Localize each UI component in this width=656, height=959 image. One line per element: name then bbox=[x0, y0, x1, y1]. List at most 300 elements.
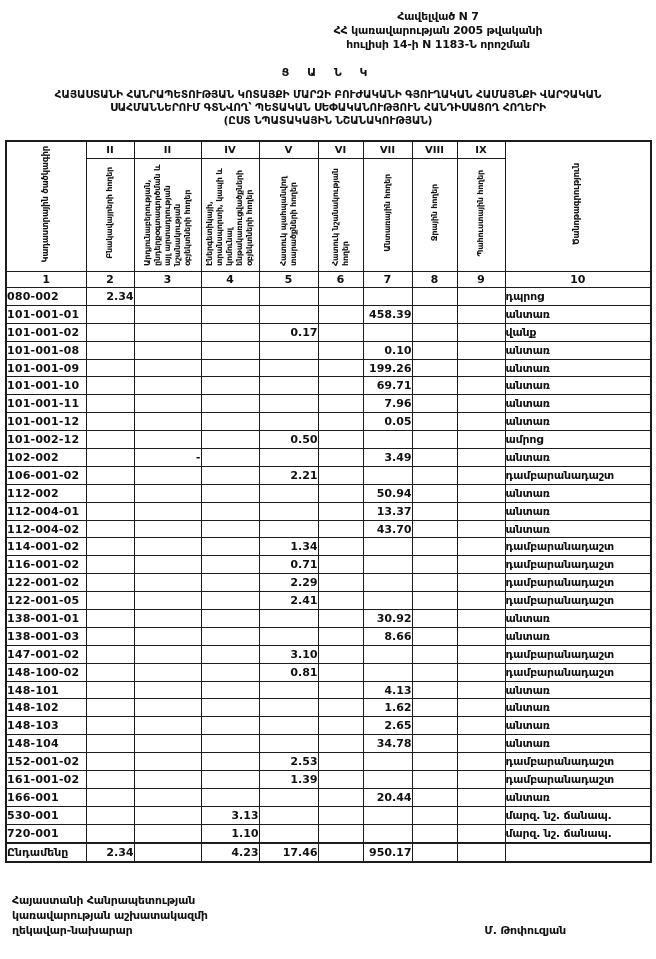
area-value-cell bbox=[86, 771, 134, 789]
table-row bbox=[6, 645, 651, 663]
note-cell: անտառ bbox=[505, 788, 651, 806]
area-value-cell bbox=[457, 305, 505, 323]
area-value-cell bbox=[318, 466, 363, 484]
area-value-cell bbox=[412, 305, 457, 323]
area-value-cell bbox=[457, 788, 505, 806]
area-value-cell bbox=[457, 592, 505, 610]
note-cell: դամբարանադաշտ bbox=[505, 556, 651, 574]
area-value-cell bbox=[201, 323, 259, 341]
area-value-cell: 43.70 bbox=[363, 520, 412, 538]
cadastral-code-cell: 116-001-02 bbox=[6, 556, 86, 574]
cadastral-code-cell: 161-001-02 bbox=[6, 771, 86, 789]
area-value-cell: 950.17 bbox=[363, 843, 412, 862]
note-cell: դամբարանադաշտ bbox=[505, 645, 651, 663]
area-value-cell bbox=[457, 395, 505, 413]
area-value-cell: 0.81 bbox=[259, 663, 318, 681]
area-value-cell: 2.65 bbox=[363, 717, 412, 735]
area-value-cell bbox=[412, 466, 457, 484]
area-value-cell bbox=[363, 824, 412, 842]
area-value-cell bbox=[86, 735, 134, 753]
table-row bbox=[6, 466, 651, 484]
area-value-cell bbox=[201, 717, 259, 735]
area-value-cell bbox=[86, 413, 134, 431]
area-value-cell bbox=[86, 610, 134, 628]
table-row bbox=[6, 413, 651, 431]
note-cell: անտառ bbox=[505, 735, 651, 753]
note-cell: դամբարանադաշտ bbox=[505, 753, 651, 771]
area-value-cell bbox=[86, 806, 134, 824]
area-value-cell bbox=[412, 663, 457, 681]
cadastral-code-cell: 112-004-01 bbox=[6, 502, 86, 520]
area-value-cell bbox=[363, 592, 412, 610]
area-value-cell: 458.39 bbox=[363, 305, 412, 323]
colnum-1: 1 bbox=[6, 272, 86, 288]
cadastral-code-cell: 101-002-12 bbox=[6, 431, 86, 449]
area-value-cell bbox=[86, 449, 134, 467]
area-value-cell bbox=[412, 395, 457, 413]
area-value-cell bbox=[318, 431, 363, 449]
area-value-cell bbox=[412, 538, 457, 556]
table-row bbox=[6, 735, 651, 753]
cadastral-code-cell: 101-001-12 bbox=[6, 413, 86, 431]
colnum-4: 4 bbox=[201, 272, 259, 288]
area-value-cell bbox=[412, 323, 457, 341]
area-value-cell bbox=[201, 502, 259, 520]
area-value-cell bbox=[412, 717, 457, 735]
note-cell: անտառ bbox=[505, 305, 651, 323]
area-value-cell bbox=[318, 788, 363, 806]
area-value-cell bbox=[318, 735, 363, 753]
area-value-cell bbox=[201, 771, 259, 789]
area-value-cell bbox=[318, 556, 363, 574]
area-value-cell bbox=[134, 466, 201, 484]
table-row bbox=[6, 288, 651, 306]
table-row bbox=[6, 699, 651, 717]
area-value-cell bbox=[134, 502, 201, 520]
cadastral-code-cell: 122-001-05 bbox=[6, 592, 86, 610]
table-row bbox=[6, 574, 651, 592]
table-row bbox=[6, 717, 651, 735]
table-row bbox=[6, 556, 651, 574]
area-value-cell bbox=[457, 824, 505, 842]
cadastral-code-cell: 148-104 bbox=[6, 735, 86, 753]
area-value-cell: 69.71 bbox=[363, 377, 412, 395]
header-cadastral-code: Կադաստրային ծածկագիր bbox=[6, 141, 86, 272]
colnum-10: 10 bbox=[505, 272, 651, 288]
cadastral-code-cell: 080-002 bbox=[6, 288, 86, 306]
area-value-cell bbox=[201, 627, 259, 645]
area-value-cell bbox=[412, 753, 457, 771]
area-value-cell bbox=[318, 753, 363, 771]
area-value-cell: 2.41 bbox=[259, 592, 318, 610]
cadastral-code-cell: 101-001-01 bbox=[6, 305, 86, 323]
area-value-cell bbox=[86, 717, 134, 735]
area-value-cell bbox=[134, 717, 201, 735]
area-value-cell bbox=[134, 699, 201, 717]
area-value-cell bbox=[318, 502, 363, 520]
area-value-cell bbox=[363, 538, 412, 556]
table-row bbox=[6, 824, 651, 842]
numeral-col-5: V bbox=[259, 141, 318, 159]
area-value-cell bbox=[259, 377, 318, 395]
note-cell: անտառ bbox=[505, 395, 651, 413]
area-value-cell bbox=[363, 288, 412, 306]
area-value-cell: 1.10 bbox=[201, 824, 259, 842]
document-title bbox=[0, 66, 656, 128]
area-value-cell: 2.34 bbox=[86, 843, 134, 862]
colnum-9: 9 bbox=[457, 272, 505, 288]
area-value-cell bbox=[318, 341, 363, 359]
roman-numeral-row bbox=[6, 141, 651, 159]
cadastral-code-cell: 112-002 bbox=[6, 484, 86, 502]
area-value-cell bbox=[86, 699, 134, 717]
area-value-cell bbox=[259, 288, 318, 306]
note-cell: մարզ. նշ. ճանապ. bbox=[505, 824, 651, 842]
area-value-cell bbox=[412, 341, 457, 359]
area-value-cell bbox=[201, 413, 259, 431]
totals-label: Ընդամենը bbox=[6, 843, 86, 862]
title-line-3: (ԸՍՏ ՆՊԱՏԱԿԱՅԻՆ ՆՇԱՆԱԿՈՒԹՅԱՆ) bbox=[223, 115, 433, 127]
area-value-cell: 4.23 bbox=[201, 843, 259, 862]
cadastral-code-cell: 152-001-02 bbox=[6, 753, 86, 771]
government-decision-line: ՀՀ կառավարության 2005 թվականի bbox=[333, 24, 543, 37]
area-value-cell bbox=[457, 520, 505, 538]
area-value-cell bbox=[259, 610, 318, 628]
area-value-cell bbox=[134, 538, 201, 556]
list-heading: Ց Ա Ն Կ bbox=[281, 66, 375, 79]
table-row bbox=[6, 681, 651, 699]
area-value-cell bbox=[134, 610, 201, 628]
area-value-cell bbox=[259, 824, 318, 842]
area-value-cell bbox=[457, 413, 505, 431]
area-value-cell: 2.34 bbox=[86, 288, 134, 306]
area-value-cell bbox=[201, 699, 259, 717]
area-value-cell bbox=[134, 824, 201, 842]
area-value-cell bbox=[412, 627, 457, 645]
note-cell: անտառ bbox=[505, 341, 651, 359]
numeral-col-9: IX bbox=[457, 141, 505, 159]
area-value-cell bbox=[318, 323, 363, 341]
area-value-cell bbox=[318, 395, 363, 413]
area-value-cell bbox=[134, 735, 201, 753]
area-value-cell bbox=[86, 753, 134, 771]
area-value-cell bbox=[457, 323, 505, 341]
area-value-cell: 1.39 bbox=[259, 771, 318, 789]
cadastral-code-cell: 148-103 bbox=[6, 717, 86, 735]
area-value-cell bbox=[259, 717, 318, 735]
area-value-cell bbox=[134, 645, 201, 663]
signature-name: Մ. Թոփուզյան bbox=[484, 923, 566, 937]
area-value-cell: 17.46 bbox=[259, 843, 318, 862]
area-value-cell bbox=[86, 645, 134, 663]
area-value-cell: 2.29 bbox=[259, 574, 318, 592]
area-value-cell: 3.10 bbox=[259, 645, 318, 663]
area-value-cell bbox=[201, 431, 259, 449]
cadastral-code-cell: 720-001 bbox=[6, 824, 86, 842]
area-value-cell: 2.53 bbox=[259, 753, 318, 771]
header-note: Ծանոթագրություն bbox=[505, 141, 651, 272]
footer-line-2: կառավարության աշխատակազմի bbox=[12, 908, 208, 922]
area-value-cell: 30.92 bbox=[363, 610, 412, 628]
area-value-cell bbox=[86, 395, 134, 413]
cadastral-code-cell: 114-001-02 bbox=[6, 538, 86, 556]
area-value-cell bbox=[259, 735, 318, 753]
area-value-cell bbox=[86, 323, 134, 341]
area-value-cell bbox=[259, 484, 318, 502]
header-forest-lands: Անտառային հողեր bbox=[363, 159, 412, 272]
area-value-cell: 50.94 bbox=[363, 484, 412, 502]
area-value-cell bbox=[134, 627, 201, 645]
area-value-cell bbox=[134, 806, 201, 824]
area-value-cell bbox=[457, 377, 505, 395]
area-value-cell bbox=[134, 359, 201, 377]
area-value-cell: 199.26 bbox=[363, 359, 412, 377]
annex-header bbox=[238, 10, 638, 52]
area-value-cell bbox=[363, 574, 412, 592]
area-value-cell bbox=[318, 484, 363, 502]
area-value-cell bbox=[363, 663, 412, 681]
area-value-cell bbox=[363, 323, 412, 341]
state-lands-table bbox=[5, 140, 652, 863]
area-value-cell bbox=[259, 788, 318, 806]
area-value-cell bbox=[134, 520, 201, 538]
table-row bbox=[6, 484, 651, 502]
area-value-cell bbox=[318, 824, 363, 842]
area-value-cell bbox=[363, 466, 412, 484]
area-value-cell bbox=[134, 484, 201, 502]
area-value-cell bbox=[201, 538, 259, 556]
area-value-cell bbox=[86, 592, 134, 610]
cadastral-code-cell: 148-101 bbox=[6, 681, 86, 699]
area-value-cell bbox=[259, 341, 318, 359]
area-value-cell: 1.34 bbox=[259, 538, 318, 556]
area-value-cell bbox=[318, 449, 363, 467]
area-value-cell bbox=[412, 681, 457, 699]
area-value-cell bbox=[363, 556, 412, 574]
area-value-cell: - bbox=[134, 449, 201, 467]
header-industry-lands: Արդյունաբերության, ընդերքօգտագործման և այլ արտադրության նշանակության օբյեկտների հողեր bbox=[134, 159, 201, 272]
table-row bbox=[6, 395, 651, 413]
area-value-cell bbox=[412, 449, 457, 467]
note-cell: անտառ bbox=[505, 484, 651, 502]
area-value-cell: 20.44 bbox=[363, 788, 412, 806]
note-cell: դպրոց bbox=[505, 288, 651, 306]
area-value-cell bbox=[363, 431, 412, 449]
area-value-cell bbox=[457, 645, 505, 663]
area-value-cell bbox=[201, 305, 259, 323]
area-value-cell bbox=[86, 520, 134, 538]
area-value-cell bbox=[412, 645, 457, 663]
area-value-cell bbox=[201, 788, 259, 806]
area-value-cell bbox=[86, 359, 134, 377]
header-energy-transport-lands: Էներգետիկայի, տրանսպորտի, կապի և կոմունալ ենթակառուցվածքների օբյեկտների հողեր bbox=[201, 159, 259, 272]
area-value-cell bbox=[134, 305, 201, 323]
area-value-cell bbox=[318, 288, 363, 306]
cadastral-code-cell: 112-004-02 bbox=[6, 520, 86, 538]
area-value-cell bbox=[412, 592, 457, 610]
area-value-cell bbox=[134, 574, 201, 592]
footer-line-1: Հայաստանի Հանրապետության bbox=[12, 893, 196, 907]
area-value-cell bbox=[412, 288, 457, 306]
area-value-cell bbox=[457, 359, 505, 377]
area-value-cell bbox=[363, 645, 412, 663]
area-value-cell: 3.49 bbox=[363, 449, 412, 467]
area-value-cell bbox=[318, 699, 363, 717]
area-value-cell bbox=[134, 431, 201, 449]
numeral-col-4: IV bbox=[201, 141, 259, 159]
area-value-cell bbox=[412, 788, 457, 806]
area-value-cell bbox=[412, 574, 457, 592]
note-cell: անտառ bbox=[505, 449, 651, 467]
area-value-cell bbox=[457, 843, 505, 862]
area-value-cell: 0.71 bbox=[259, 556, 318, 574]
note-cell: անտառ bbox=[505, 681, 651, 699]
totals-row bbox=[6, 843, 651, 862]
note-cell: դամբարանադաշտ bbox=[505, 538, 651, 556]
area-value-cell: 0.50 bbox=[259, 431, 318, 449]
note-cell: մարզ. նշ. ճանապ. bbox=[505, 806, 651, 824]
area-value-cell bbox=[457, 681, 505, 699]
area-value-cell bbox=[259, 359, 318, 377]
cadastral-code-cell: 101-001-11 bbox=[6, 395, 86, 413]
area-value-cell bbox=[134, 413, 201, 431]
area-value-cell: 8.66 bbox=[363, 627, 412, 645]
note-cell: ամրոց bbox=[505, 431, 651, 449]
table-row bbox=[6, 520, 651, 538]
area-value-cell bbox=[201, 753, 259, 771]
area-value-cell: 0.05 bbox=[363, 413, 412, 431]
area-value-cell bbox=[318, 717, 363, 735]
area-value-cell bbox=[318, 305, 363, 323]
area-value-cell bbox=[134, 843, 201, 862]
document-footer bbox=[12, 893, 566, 938]
colnum-7: 7 bbox=[363, 272, 412, 288]
area-value-cell bbox=[457, 538, 505, 556]
area-value-cell bbox=[201, 610, 259, 628]
area-value-cell bbox=[412, 556, 457, 574]
numeral-col-3: II bbox=[134, 141, 201, 159]
signatory-title-block bbox=[12, 893, 208, 938]
area-value-cell bbox=[457, 556, 505, 574]
area-value-cell bbox=[412, 520, 457, 538]
area-value-cell bbox=[134, 341, 201, 359]
area-value-cell: 7.96 bbox=[363, 395, 412, 413]
decision-date-number: հուլիսի 14-ի N 1183-Ն որոշման bbox=[346, 38, 530, 51]
area-value-cell bbox=[134, 771, 201, 789]
area-value-cell bbox=[318, 359, 363, 377]
area-value-cell bbox=[86, 466, 134, 484]
area-value-cell bbox=[318, 377, 363, 395]
table-row bbox=[6, 305, 651, 323]
note-cell: անտառ bbox=[505, 610, 651, 628]
area-value-cell bbox=[412, 771, 457, 789]
area-value-cell bbox=[86, 627, 134, 645]
area-value-cell bbox=[201, 574, 259, 592]
area-value-cell bbox=[457, 753, 505, 771]
area-value-cell bbox=[363, 806, 412, 824]
area-value-cell bbox=[412, 431, 457, 449]
cadastral-code-cell: 122-001-02 bbox=[6, 574, 86, 592]
area-value-cell bbox=[201, 592, 259, 610]
area-value-cell bbox=[201, 663, 259, 681]
note-cell: անտառ bbox=[505, 627, 651, 645]
area-value-cell bbox=[363, 771, 412, 789]
area-value-cell bbox=[318, 574, 363, 592]
area-value-cell bbox=[134, 323, 201, 341]
area-value-cell bbox=[318, 610, 363, 628]
area-value-cell: 1.62 bbox=[363, 699, 412, 717]
area-value-cell bbox=[457, 574, 505, 592]
area-value-cell: 13.37 bbox=[363, 502, 412, 520]
area-value-cell bbox=[457, 663, 505, 681]
area-value-cell bbox=[457, 771, 505, 789]
area-value-cell: 2.21 bbox=[259, 466, 318, 484]
note-cell: անտառ bbox=[505, 359, 651, 377]
area-value-cell bbox=[134, 753, 201, 771]
cadastral-code-cell: 138-001-01 bbox=[6, 610, 86, 628]
table-row bbox=[6, 341, 651, 359]
area-value-cell bbox=[318, 592, 363, 610]
footer-line-3: ղեկավար-նախարար bbox=[12, 923, 133, 937]
colnum-6: 6 bbox=[318, 272, 363, 288]
table-row bbox=[6, 771, 651, 789]
area-value-cell bbox=[86, 681, 134, 699]
area-value-cell bbox=[318, 645, 363, 663]
colnum-5: 5 bbox=[259, 272, 318, 288]
cadastral-code-cell: 101-001-10 bbox=[6, 377, 86, 395]
area-value-cell bbox=[201, 395, 259, 413]
area-value-cell bbox=[134, 377, 201, 395]
area-value-cell bbox=[201, 466, 259, 484]
area-value-cell bbox=[457, 449, 505, 467]
table-row bbox=[6, 788, 651, 806]
area-value-cell bbox=[457, 717, 505, 735]
area-value-cell bbox=[134, 395, 201, 413]
area-value-cell bbox=[457, 466, 505, 484]
cadastral-code-cell: 106-001-02 bbox=[6, 466, 86, 484]
area-value-cell bbox=[259, 395, 318, 413]
area-value-cell bbox=[318, 663, 363, 681]
area-value-cell: 3.13 bbox=[201, 806, 259, 824]
cadastral-code-cell: 101-001-09 bbox=[6, 359, 86, 377]
area-value-cell bbox=[412, 502, 457, 520]
area-value-cell bbox=[412, 484, 457, 502]
area-value-cell bbox=[457, 610, 505, 628]
area-value-cell bbox=[201, 341, 259, 359]
area-value-cell bbox=[86, 484, 134, 502]
numeral-col-8: VIII bbox=[412, 141, 457, 159]
area-value-cell bbox=[86, 824, 134, 842]
table-row bbox=[6, 323, 651, 341]
area-value-cell bbox=[318, 843, 363, 862]
area-value-cell bbox=[457, 735, 505, 753]
area-value-cell bbox=[134, 288, 201, 306]
numeral-col-7: VII bbox=[363, 141, 412, 159]
header-water-lands: Ջրային հողեր bbox=[412, 159, 457, 272]
area-value-cell bbox=[457, 341, 505, 359]
note-cell bbox=[505, 843, 651, 862]
area-value-cell bbox=[259, 520, 318, 538]
cadastral-code-cell: 530-001 bbox=[6, 806, 86, 824]
area-value-cell bbox=[318, 627, 363, 645]
note-cell: դամբարանադաշտ bbox=[505, 663, 651, 681]
area-value-cell bbox=[134, 681, 201, 699]
area-value-cell: 34.78 bbox=[363, 735, 412, 753]
note-cell: անտառ bbox=[505, 520, 651, 538]
area-value-cell bbox=[201, 377, 259, 395]
table-row bbox=[6, 663, 651, 681]
table-row bbox=[6, 627, 651, 645]
